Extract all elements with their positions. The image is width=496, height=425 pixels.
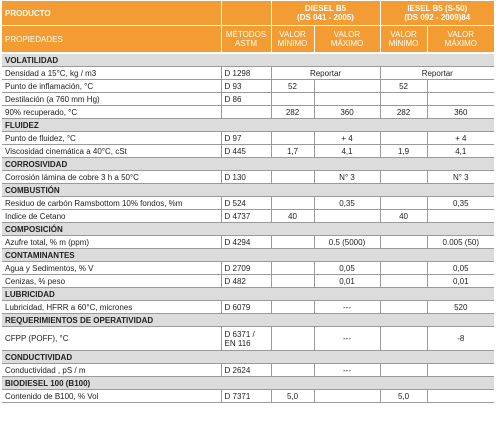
method-cell xyxy=(221,93,271,106)
min-value-b5 xyxy=(271,132,314,145)
max-value-b5 xyxy=(314,93,380,106)
property-cell: Viscosidad cinemática a 40°C, cSt xyxy=(2,145,221,158)
table-row xyxy=(2,262,494,275)
section-row xyxy=(2,158,494,171)
min-value-b5 xyxy=(271,301,314,314)
method-cell xyxy=(221,80,271,93)
min-value-b5: 52 xyxy=(271,80,314,93)
header-max-1 xyxy=(314,26,380,54)
header-diesel-b5-s50-norm: (DS 092 - 2009)84 xyxy=(404,13,471,22)
max-value-b5-s50: N° 3 xyxy=(427,171,494,184)
max-value-b5: 0,01 xyxy=(314,275,380,288)
property-cell: Cenizas, % peso xyxy=(2,275,221,288)
property-cell: Agua y Sedimentos, % V xyxy=(2,262,221,275)
min-value-b5 xyxy=(271,262,314,275)
max-value-b5 xyxy=(314,80,380,93)
header-max-2-line2: MÁXIMO xyxy=(444,39,477,48)
header-diesel-b5-s50 xyxy=(380,1,494,26)
max-value-b5-s50: 0,01 xyxy=(427,275,494,288)
property-cell: Punto de inflamación, °C xyxy=(2,80,221,93)
header-blank xyxy=(221,1,271,26)
max-value-b5: 0,35 xyxy=(314,197,380,210)
max-value-b5: 0,05 xyxy=(314,262,380,275)
header-min-2-line2: MÍNIMO xyxy=(388,39,419,48)
method-line: D 1298 xyxy=(224,68,251,78)
property-cell: Azufre total, % m (ppm) xyxy=(2,236,221,249)
method-line: D 7371 xyxy=(224,391,251,401)
min-value-b5-s50: 1,9 xyxy=(380,145,427,158)
header-max-1-line2: MÁXIMO xyxy=(330,39,364,48)
method-line-2: EN 116 xyxy=(224,338,251,348)
header-metodos-line1: MÉTODOS xyxy=(225,30,267,39)
section-title: VOLATILIDAD xyxy=(2,53,494,67)
header-min-2 xyxy=(380,26,427,54)
min-value-b5 xyxy=(271,275,314,288)
table-row xyxy=(2,301,494,314)
max-value-b5 xyxy=(314,210,380,223)
method-cell xyxy=(221,132,271,145)
max-value-b5-s50 xyxy=(427,210,494,223)
min-value-b5 xyxy=(271,236,314,249)
method-cell xyxy=(221,236,271,249)
table-row xyxy=(2,275,494,288)
min-value-b5 xyxy=(271,93,314,106)
min-value-b5-s50 xyxy=(380,327,427,351)
property-cell: Conductividad , pS / m xyxy=(2,364,221,377)
header-row-product xyxy=(2,1,494,26)
table-row xyxy=(2,364,494,377)
table-row xyxy=(2,197,494,210)
header-propiedades: PROPIEDADES xyxy=(2,26,221,54)
min-value-b5: 282 xyxy=(271,106,314,119)
header-row-properties xyxy=(2,26,494,54)
method-line: D 482 xyxy=(224,276,246,286)
max-value-b5-s50: 4,1 xyxy=(427,145,494,158)
min-value-b5-s50 xyxy=(380,171,427,184)
section-title: FLUIDEZ xyxy=(2,119,494,132)
method-line: D 97 xyxy=(224,133,242,143)
min-value-b5-s50 xyxy=(380,93,427,106)
method-line: D 4294 xyxy=(224,237,251,247)
min-value-b5-s50 xyxy=(380,262,427,275)
method-cell xyxy=(221,364,271,377)
max-value-b5: + 4 xyxy=(314,132,380,145)
table-row xyxy=(2,145,494,158)
header-producto: PRODUCTO xyxy=(2,1,221,26)
property-cell: Lubricidad, HFRR a 60°C, micrones xyxy=(2,301,221,314)
section-title: CONDUCTIVIDAD xyxy=(2,351,494,364)
method-cell xyxy=(221,327,271,351)
section-title: REQUERIMIENTOS DE OPERATIVIDAD xyxy=(2,314,494,327)
table-row xyxy=(2,210,494,223)
method-cell xyxy=(221,197,271,210)
method-cell xyxy=(221,210,271,223)
min-value-b5: 1,7 xyxy=(271,145,314,158)
table-row xyxy=(2,327,494,351)
header-metodos xyxy=(221,26,271,54)
section-row xyxy=(2,377,494,390)
header-max-2 xyxy=(427,26,494,54)
section-row xyxy=(2,223,494,236)
method-line: D 86 xyxy=(224,94,242,104)
section-row xyxy=(2,314,494,327)
method-cell xyxy=(221,301,271,314)
min-value-b5 xyxy=(271,197,314,210)
table-row xyxy=(2,80,494,93)
min-value-b5 xyxy=(271,364,314,377)
table-row xyxy=(2,132,494,145)
diesel-b5-s50-value: Reportar xyxy=(380,67,494,80)
method-cell xyxy=(221,67,271,80)
max-value-b5: 360 xyxy=(314,106,380,119)
min-value-b5-s50: 40 xyxy=(380,210,427,223)
max-value-b5-s50 xyxy=(427,93,494,106)
table-row xyxy=(2,93,494,106)
method-cell xyxy=(221,145,271,158)
method-cell xyxy=(221,171,271,184)
min-value-b5-s50 xyxy=(380,301,427,314)
method-cell xyxy=(221,275,271,288)
method-line: D 524 xyxy=(224,198,246,208)
min-value-b5 xyxy=(271,327,314,351)
header-diesel-b5-norm: (DS 041 - 2005) xyxy=(297,13,354,22)
method-cell xyxy=(221,106,271,119)
table-row xyxy=(2,106,494,119)
min-value-b5-s50 xyxy=(380,132,427,145)
max-value-b5: N° 3 xyxy=(314,171,380,184)
max-value-b5-s50: + 4 xyxy=(427,132,494,145)
table-row xyxy=(2,390,494,403)
section-row xyxy=(2,184,494,197)
section-row xyxy=(2,53,494,67)
section-row xyxy=(2,249,494,262)
header-min-1 xyxy=(271,26,314,54)
header-diesel-b5-name: DIESEL B5 xyxy=(304,4,347,13)
method-line: D 4737 xyxy=(224,211,251,221)
max-value-b5: --- xyxy=(314,364,380,377)
property-cell: Punto de fluidez, °C xyxy=(2,132,221,145)
max-value-b5: --- xyxy=(314,327,380,351)
max-value-b5-s50: 0,05 xyxy=(427,262,494,275)
min-value-b5 xyxy=(271,171,314,184)
min-value-b5-s50 xyxy=(380,275,427,288)
max-value-b5: --- xyxy=(314,301,380,314)
header-min-1-line1: VALOR xyxy=(279,30,306,39)
header-min-2-line1: VALOR xyxy=(390,30,417,39)
min-value-b5-s50: 5,0 xyxy=(380,390,427,403)
header-min-1-line2: MÍNIMO xyxy=(277,39,308,48)
header-max-2-line1: VALOR xyxy=(447,30,475,39)
property-cell: Residuo de carbón Ramsbottom 10% fondos, %m xyxy=(2,197,221,210)
property-cell: Indice de Cetano xyxy=(2,210,221,223)
header-diesel-b5-s50-name: IESEL B5 (S-50) xyxy=(407,4,468,13)
section-title: LUBRICIDAD xyxy=(2,288,494,301)
max-value-b5-s50 xyxy=(427,390,494,403)
method-line: D 6079 xyxy=(224,302,251,312)
table-row xyxy=(2,67,494,80)
header-diesel-b5 xyxy=(271,1,380,26)
property-cell: Contenido de B100, % Vol xyxy=(2,390,221,403)
table-row xyxy=(2,171,494,184)
min-value-b5: 40 xyxy=(271,210,314,223)
min-value-b5-s50 xyxy=(380,236,427,249)
max-value-b5-s50: 0,35 xyxy=(427,197,494,210)
method-line: D 445 xyxy=(224,146,246,156)
header-metodos-line2: ASTM xyxy=(234,39,258,48)
max-value-b5-s50: 360 xyxy=(427,106,494,119)
property-cell: Corrosión lámina de cobre 3 h a 50°C xyxy=(2,171,221,184)
section-row xyxy=(2,351,494,364)
max-value-b5: 4,1 xyxy=(314,145,380,158)
min-value-b5-s50: 282 xyxy=(380,106,427,119)
min-value-b5-s50 xyxy=(380,364,427,377)
section-title: CORROSIVIDAD xyxy=(2,158,494,171)
max-value-b5-s50: 0.005 (50) xyxy=(427,236,494,249)
method-line: D 93 xyxy=(224,81,242,91)
header-max-1-line1: VALOR xyxy=(333,30,361,39)
property-cell: Densidad a 15°C, kg / m3 xyxy=(2,67,221,80)
diesel-b5-value: Reportar xyxy=(271,67,380,80)
min-value-b5-s50: 52 xyxy=(380,80,427,93)
specs-table xyxy=(2,1,494,403)
max-value-b5-s50 xyxy=(427,80,494,93)
property-cell: CFPP (POFF), °C xyxy=(2,327,221,351)
section-title: CONTAMINANTES xyxy=(2,249,494,262)
property-cell: Destilación (a 760 mm Hg) xyxy=(2,93,221,106)
section-row xyxy=(2,288,494,301)
method-line: D 130 xyxy=(224,172,246,182)
section-title: BIODIESEL 100 (B100) xyxy=(2,377,494,390)
max-value-b5 xyxy=(314,390,380,403)
max-value-b5-s50 xyxy=(427,364,494,377)
section-title: COMBUSTIÓN xyxy=(2,184,494,197)
method-cell xyxy=(221,262,271,275)
section-row xyxy=(2,119,494,132)
max-value-b5-s50: -8 xyxy=(427,327,494,351)
min-value-b5-s50 xyxy=(380,197,427,210)
method-line: D 2624 xyxy=(224,365,251,375)
property-cell: 90% recuperado, °C xyxy=(2,106,221,119)
section-title: COMPOSICIÓN xyxy=(2,223,494,236)
method-cell xyxy=(221,390,271,403)
max-value-b5-s50: 520 xyxy=(427,301,494,314)
method-line: D 2709 xyxy=(224,263,251,273)
max-value-b5: 0.5 (5000) xyxy=(314,236,380,249)
method-line: D 6371 / xyxy=(224,329,255,339)
min-value-b5: 5,0 xyxy=(271,390,314,403)
table-row xyxy=(2,236,494,249)
